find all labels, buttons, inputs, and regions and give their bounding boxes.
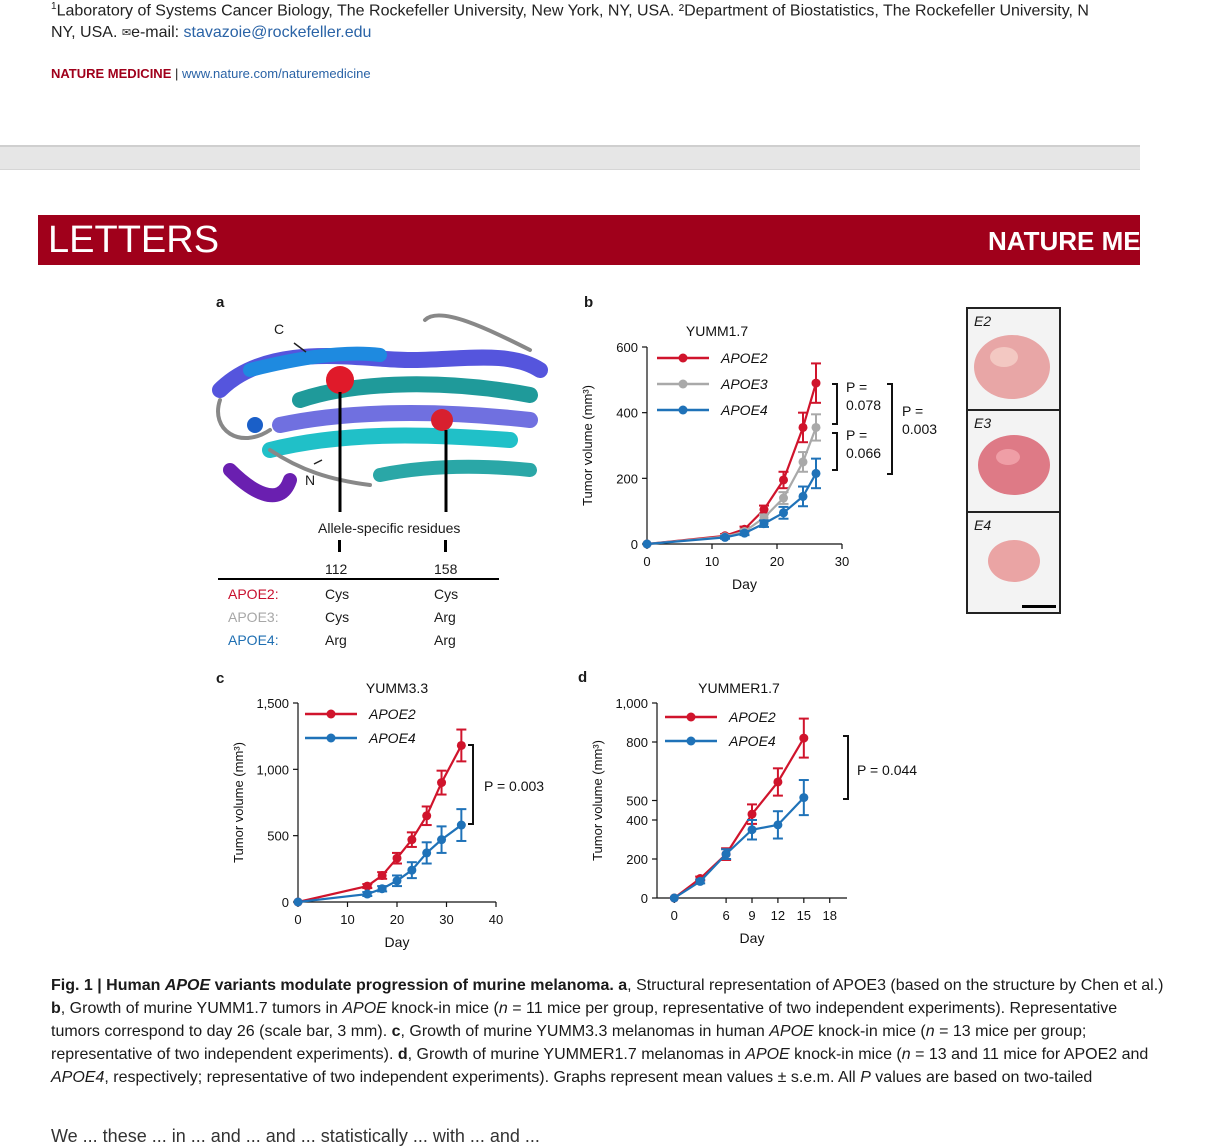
caption-segment: = 13 and 11 mice for APOE2 and <box>910 1046 1149 1063</box>
allele-apoe3-158: Arg <box>434 609 456 625</box>
y-tick-label: 0 <box>630 537 638 552</box>
p-value-label: P = 0.003 <box>484 778 545 794</box>
data-point-apoe2 <box>812 379 821 388</box>
data-point-apoe2 <box>363 882 372 891</box>
allele-name-apoe4: APOE4: <box>228 632 279 648</box>
x-axis-label: Day <box>739 930 765 946</box>
caption-segment: d <box>397 1046 408 1063</box>
legend-marker <box>679 380 688 389</box>
data-point-apoe2 <box>779 475 788 484</box>
caption-segment: n <box>498 1000 508 1017</box>
data-point-apoe4 <box>740 529 749 538</box>
body-text-fragment: We ... these ... in ... and ... and ... statistically ... with ... and ... <box>51 1126 540 1146</box>
caption-segment: APOE <box>164 977 211 994</box>
x-tick-label: 20 <box>769 554 785 569</box>
legend-marker <box>687 737 696 746</box>
y-axis-label: Tumor volume (mm³) <box>580 385 595 506</box>
caption-segment: APOE <box>769 1023 814 1040</box>
y-tick-label: 1,500 <box>256 696 289 711</box>
y-tick-label: 0 <box>640 891 648 906</box>
c-terminus-label: C <box>274 321 285 337</box>
data-point-apoe4 <box>422 848 431 857</box>
significance-bracket <box>832 433 837 470</box>
tick-112 <box>338 540 341 552</box>
caption-line <box>51 1066 1140 1089</box>
protein-structure-illustration <box>210 300 550 550</box>
chart-b <box>572 310 952 600</box>
caption-segment: knock-in mice ( <box>386 1000 499 1017</box>
data-point-apoe4 <box>696 877 705 886</box>
caption-segment: , Growth of murine YUMM1.7 tumors in <box>60 1000 343 1017</box>
affiliation <box>51 0 1089 44</box>
tumor-images-panel <box>966 307 1061 614</box>
email-link[interactable]: stavazoie@rockefeller.edu <box>183 24 372 42</box>
scale-bar <box>1022 605 1056 608</box>
caption-line <box>51 997 1140 1020</box>
y-tick-label: 0 <box>281 895 289 910</box>
caption-segment: , Growth of murine YUMM3.3 melanomas in human <box>400 1023 770 1040</box>
caption-segment: = 13 mice per group; <box>934 1023 1087 1040</box>
significance-bracket <box>843 736 848 799</box>
data-point-apoe2 <box>799 734 808 743</box>
caption-segment: c <box>391 1023 401 1040</box>
panel-d-label: d <box>578 669 588 686</box>
journal-url[interactable]: www.nature.com/naturemedicine <box>181 66 371 81</box>
y-tick-label: 600 <box>616 340 638 355</box>
panel-b-label: b <box>584 294 594 311</box>
journal-footer <box>51 66 371 81</box>
caption-line <box>51 1043 1149 1066</box>
p-value-number: 0.066 <box>846 445 882 461</box>
page-divider <box>0 145 1140 170</box>
caption-segment: , Structural representation of APOE3 (based on the structure by Chen et al.) <box>627 977 1164 994</box>
legend-label: APOE4 <box>369 730 416 746</box>
legend-label: APOE2 <box>721 350 768 366</box>
section-banner <box>38 215 1229 265</box>
data-point-apoe2 <box>457 741 466 750</box>
chart-d <box>572 672 937 954</box>
data-point-apoe2 <box>422 811 431 820</box>
allele-name-apoe3: APOE3: <box>228 609 279 625</box>
x-tick-label: 40 <box>488 912 504 927</box>
x-tick-label: 30 <box>439 912 454 927</box>
p-value-label: P = 0.044 <box>857 762 918 778</box>
figure-caption <box>51 974 1164 1089</box>
x-tick-label: 20 <box>389 912 405 927</box>
data-point-apoe4 <box>799 793 808 802</box>
data-point-apoe4 <box>378 884 387 893</box>
caption-segment: = 11 mice per group, representative of two independent experiments). Representative <box>507 1000 1118 1017</box>
tumor-image-e3 <box>968 411 1059 511</box>
caption-segment: variants modulate progression of murine melanoma. <box>210 977 619 994</box>
x-tick-label: 9 <box>748 908 756 923</box>
p-value-label: P = <box>846 379 868 395</box>
caption-segment: APOE4 <box>51 1069 105 1086</box>
caption-line <box>51 974 1164 997</box>
data-point-apoe2 <box>407 835 416 844</box>
x-tick-label: 0 <box>643 554 651 569</box>
data-point-apoe4 <box>773 820 782 829</box>
data-point-apoe2 <box>760 505 769 514</box>
p-value-number: 0.078 <box>846 397 882 413</box>
data-point-apoe4 <box>722 850 731 859</box>
position-112: 112 <box>325 561 348 577</box>
data-point-apoe2 <box>773 777 782 786</box>
data-point-apoe2 <box>748 810 757 819</box>
residues-title: Allele-specific residues <box>318 520 461 536</box>
significance-bracket <box>832 384 837 424</box>
data-point-apoe4 <box>760 519 769 528</box>
y-tick-label: 1,000 <box>615 696 648 711</box>
allele-apoe2-112: Cys <box>325 586 350 602</box>
data-point-apoe4 <box>437 835 446 844</box>
allele-apoe4-112: Arg <box>325 632 347 648</box>
n-terminus-label: N <box>305 472 316 488</box>
x-tick-label: 12 <box>770 908 786 923</box>
chart-title: YUMM1.7 <box>685 323 749 339</box>
significance-bracket <box>468 745 473 824</box>
y-axis-label: Tumor volume (mm³) <box>231 742 246 863</box>
y-tick-label: 200 <box>626 852 648 867</box>
x-tick-label: 15 <box>796 908 812 923</box>
table-rule <box>218 578 499 580</box>
x-tick-label: 0 <box>294 912 302 927</box>
legend-label: APOE4 <box>721 402 768 418</box>
data-point-apoe3 <box>812 423 821 432</box>
banner-journal: NATURE MEDICINE <box>988 226 1229 256</box>
x-tick-label: 18 <box>822 908 837 923</box>
tumor-image-e4 <box>968 513 1059 613</box>
legend-label: APOE4 <box>729 733 776 749</box>
data-point-apoe4 <box>799 492 808 501</box>
data-point-apoe2 <box>393 854 402 863</box>
y-tick-label: 200 <box>616 471 638 487</box>
caption-segment: APOE <box>745 1046 790 1063</box>
data-point-apoe2 <box>378 871 387 880</box>
caption-segment: representative of two independent experiments). <box>51 1046 398 1063</box>
data-point-apoe4 <box>643 540 652 549</box>
data-point-apoe3 <box>799 457 808 466</box>
x-axis-label: Day <box>732 576 757 592</box>
section-title: LETTERS <box>48 219 220 261</box>
caption-segment: , Growth of murine YUMMER1.7 melanomas in <box>407 1046 746 1063</box>
panel-a-label: a <box>216 294 225 311</box>
data-point-apoe3 <box>779 494 788 503</box>
series-line-apoe3 <box>647 427 816 544</box>
legend-marker <box>679 354 688 363</box>
allele-name-apoe2: APOE2: <box>228 586 279 602</box>
data-point-apoe4 <box>812 469 821 478</box>
journal-name: NATURE MEDICINE <box>51 66 172 81</box>
p-value-label: P = <box>902 403 924 419</box>
caption-segment: values are based on two-tailed <box>870 1069 1093 1086</box>
p-value-label: P = <box>846 427 868 443</box>
legend-label: APOE2 <box>369 706 416 722</box>
data-point-apoe4 <box>748 825 757 834</box>
caption-segment: a <box>618 977 628 994</box>
data-point-apoe4 <box>363 890 372 899</box>
legend-marker <box>679 406 688 415</box>
caption-segment: APOE <box>342 1000 387 1017</box>
caption-segment: Fig. 1 | Human <box>51 977 165 994</box>
significance-bracket <box>887 384 892 474</box>
x-tick-label: 10 <box>340 912 355 927</box>
y-tick-label: 500 <box>626 793 648 809</box>
caption-segment: P <box>860 1069 871 1086</box>
caption-segment: n <box>925 1023 935 1040</box>
legend-label: APOE2 <box>729 709 776 725</box>
y-tick-label: 400 <box>626 813 648 828</box>
data-point-apoe4 <box>393 876 402 885</box>
allele-apoe4-158: Arg <box>434 632 456 648</box>
caption-segment: n <box>901 1046 911 1063</box>
affiliation-line-2: NY, USA. ✉e-mail: stavazoie@rockefeller.edu <box>51 24 372 42</box>
caption-segment: , respectively; representative of two independent experiments). Graphs represent mean values ± s.e.m. All <box>104 1069 861 1086</box>
data-point-apoe4 <box>294 898 303 907</box>
separator: | <box>171 66 182 81</box>
caption-line <box>51 1020 1140 1043</box>
data-point-apoe4 <box>407 866 416 875</box>
panel-c-label: c <box>216 670 225 687</box>
tumor-label-e2: E2 <box>974 313 992 329</box>
x-axis-label: Day <box>384 934 410 950</box>
affiliation-line-1: $^1$Laboratory of Systems Cancer Biology, The Rockefeller University, New York, NY, USA. ²Department of Biostatistics, The Rockefeller University, N <box>51 1 1089 20</box>
position-158: 158 <box>434 561 458 577</box>
tick-158 <box>444 540 447 552</box>
tumor-label-e4: E4 <box>974 517 992 533</box>
data-point-apoe4 <box>779 508 788 517</box>
legend-marker <box>327 710 336 719</box>
allele-apoe2-158: Cys <box>434 586 459 602</box>
data-point-apoe4 <box>670 894 679 903</box>
caption-segment: knock-in mice ( <box>789 1046 902 1063</box>
y-tick-label: 500 <box>267 828 289 844</box>
y-tick-label: 400 <box>616 405 638 421</box>
x-tick-label: 0 <box>670 908 678 923</box>
tumor-image-e2 <box>968 309 1059 409</box>
allele-apoe3-112: Cys <box>325 609 350 625</box>
chart-title: YUMMER1.7 <box>698 680 780 696</box>
legend-label: APOE3 <box>721 376 768 392</box>
y-tick-label: 800 <box>626 735 648 750</box>
y-axis-label: Tumor volume (mm³) <box>590 740 605 861</box>
data-point-apoe2 <box>799 423 808 432</box>
legend-marker <box>687 713 696 722</box>
y-tick-label: 1,000 <box>256 762 289 778</box>
chart-c <box>215 672 560 954</box>
envelope-icon: ✉ <box>121 27 132 40</box>
chart-title: YUMM3.3 <box>365 680 429 696</box>
x-tick-label: 6 <box>722 908 730 923</box>
x-tick-label: 10 <box>704 554 720 569</box>
caption-segment: b <box>51 1000 61 1017</box>
data-point-apoe2 <box>437 778 446 787</box>
caption-segment: tumors correspond to day 26 (scale bar, 3 mm). <box>51 1023 392 1040</box>
p-value-number: 0.003 <box>902 421 938 437</box>
data-point-apoe4 <box>721 533 730 542</box>
x-tick-label: 30 <box>834 554 850 569</box>
legend-marker <box>327 734 336 743</box>
caption-segment: knock-in mice ( <box>813 1023 926 1040</box>
tumor-label-e3: E3 <box>974 415 992 431</box>
data-point-apoe4 <box>457 821 466 830</box>
